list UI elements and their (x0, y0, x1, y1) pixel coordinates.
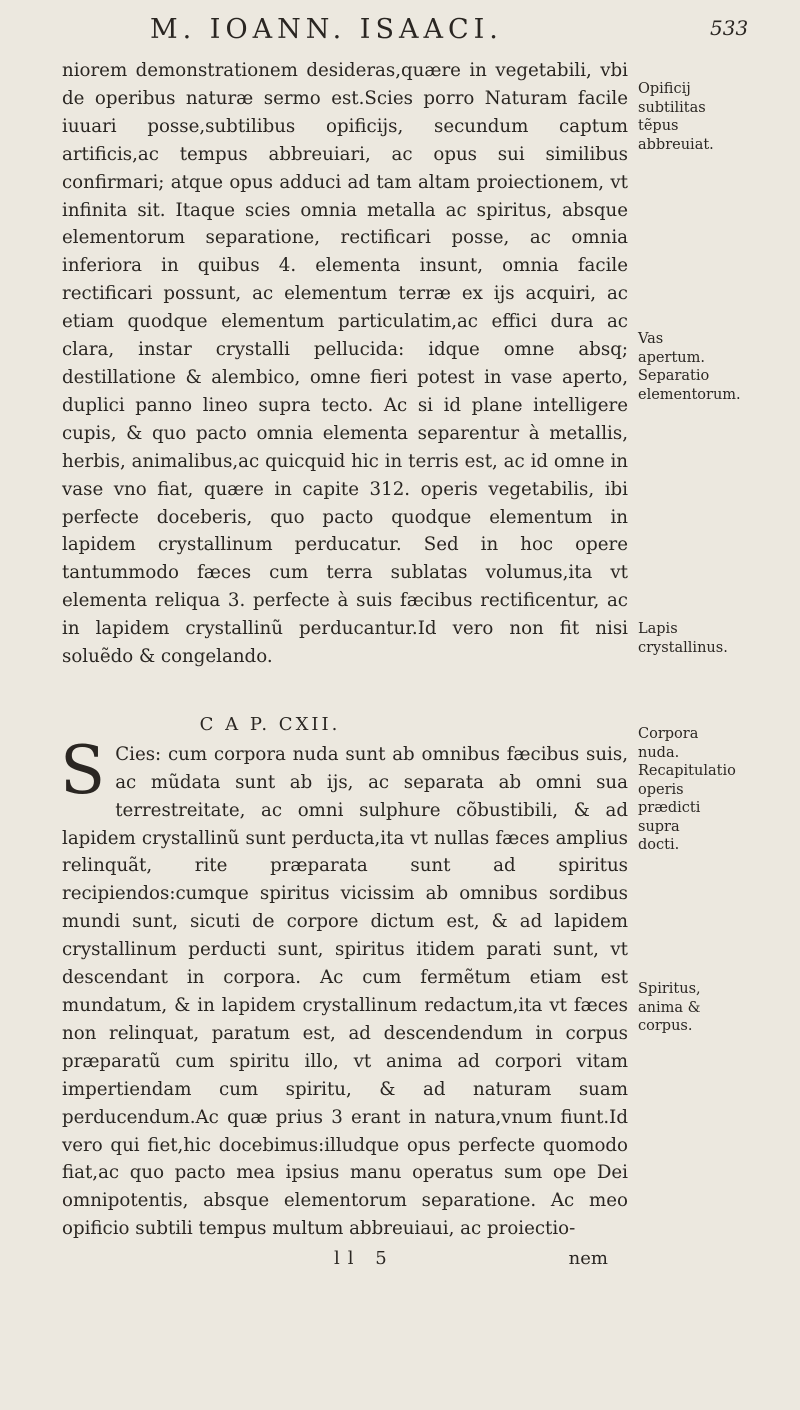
signature-mark: ll 5 (334, 1248, 395, 1270)
page-number: 533 (710, 16, 749, 40)
catchword: nem (568, 1248, 608, 1270)
main-text-column (62, 57, 628, 1277)
paragraph-text: Cies: cum corpora nuda sunt ab omnibus fæcibus suis, ac mũdata sunt ab ijs, ac separata ab omni sua terrestreitate, ac omni sulphure cõbustibili, & ad lapidem crystallinũ sunt perducta,ita vt nullas fæces amplius relinquãt, rite præparata sunt ad spiritus recipiendos:cumque spiritus vicissim ab omnibus sordibus mundi sunt, sicuti de corpore dictum est, & ad lapidem crystallinum perducti sunt, spiritus itidem parati sunt, vt descendant in corpora. Ac cum fermẽtum etiam est mundatum, & in lapidem crystallinum redactum,ita vt fæces non relinquat, paratum est, ad descendendum in corpus præparatũ cum spiritu illo, vt anima ad corpori vitam impertiendam cum spiritu, & ad naturam suam perducendum.Ac quæ prius 3 erant in natura,vnum fiunt.Id vero qui fiet,hic docebimus:illudque opus perfecte quomodo fiat,ac quo pacto mea ipsius manu operatus sum ope Dei omnipotentis, absque elementorum separatione. Ac meo opificio subtili tempus multum abbreuiaui, ac proiectio- (62, 743, 628, 1240)
margin-note: Opificij subtilitas tẽpus abbreuiat. (638, 81, 714, 153)
margin-note: Corpora nuda. Recapitulatio operis prædicti supra docti. (638, 726, 736, 853)
drop-capital: S (60, 731, 106, 809)
margin-note: Vas apertum. Separatio elementorum. (638, 331, 741, 403)
page-footer (62, 1247, 628, 1277)
paragraph (60, 731, 628, 1243)
paragraph: niorem demonstrationem desideras,quære in vegetabili, vbi de operibus naturæ sermo est.Scies porro Naturam facile iuuari posse,subtilibus opificijs, secundum captum artificis,ac tempus abbreuiari, ac opus sui similibus confirmari; atque opus adduci ad tam altam proiectionem, vt infinita sit. Itaque scies omnia metalla ac spiritus, absque elementorum separatione, rectificari posse, ac omnia inferiora in quibus 4. elementa insunt, omnia facile rectificari possunt, ac elementum terræ ex ijs acquiri, ac etiam quodque elementum particulatim,ac effici dura ac clara, instar crystalli pellucida: idque omne absq; destillatione & alembico, omne fieri potest in vase aperto, duplici panno lineo supra tecto. Ac si id plane intelligere cupis, & quo pacto omnia elementa separentur à metallis, herbis, animalibus,ac quicquid hic in terris est, ac id omne in vase vno fiat, quære in capite 312. operis vegetabilis, ibi perfecte doceberis, quo pacto quodque elementum in lapidem crystallinum perducatur. Sed in hoc opere tantummodo fæces cum terra sublatas volumus,ita vt elementa reliqua 3. perfecte à suis fæcibus rectificentur, ac in lapidem crystallinũ perducantur.Id vero non fit nisi soluẽdo & congelando. (62, 60, 628, 668)
margin-note: Lapis crystallinus. (638, 621, 728, 656)
chapter-heading: C A P. CXII. (199, 713, 341, 735)
running-title: M. IOANN. ISAACI. (150, 14, 503, 45)
margin-note: Spiritus, anima & corpus. (638, 981, 701, 1034)
